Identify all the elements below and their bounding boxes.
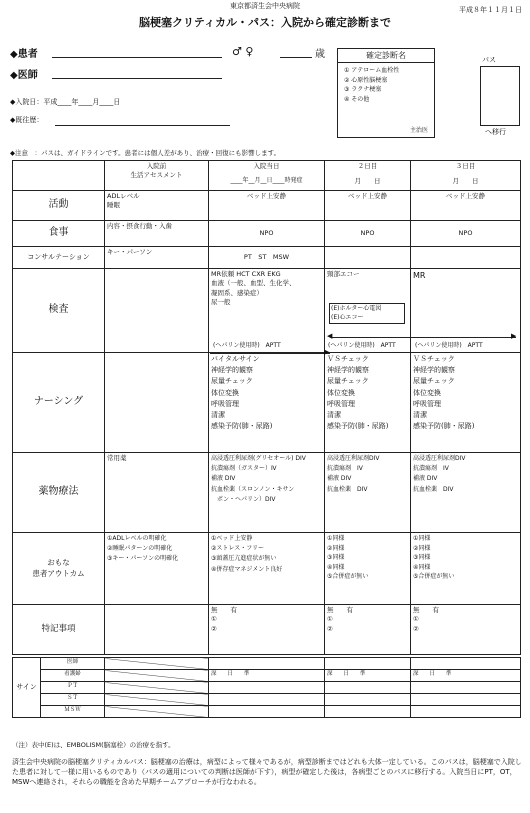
col-header-day2: ２日目 bbox=[357, 162, 378, 170]
embolism-exam-box: (E)ホルター心電図 (E)心エコー bbox=[329, 303, 405, 324]
outcome-pre: ①ADLレベルの明確化 ②睡眠パターンの明確化 ③キー・パーソンの明確化 bbox=[105, 533, 209, 605]
nurse-shift-sign-day1[interactable]: 深 日 準 bbox=[209, 670, 325, 682]
arrow-line bbox=[332, 337, 516, 338]
sign-field[interactable] bbox=[411, 694, 521, 706]
description-paragraph: 済生会中央病院の脳梗塞クリティカルパス：脳梗塞の治療は，病型によって様々であるが，病型診断まではどれも大体一定している。このパスは，脳梗塞で入院した患者に対して一様に用いるものであり（パスの適用についての判断は医師が下す），病型が確定した後は，各病型ごとのパスに移行する。入院当日にPT，OT，MSWへ連絡され，それらの職能を含めた早期チームアプローチが行なわれる。 bbox=[12, 758, 522, 787]
pass-label: パス bbox=[482, 56, 496, 64]
sign-field[interactable] bbox=[209, 682, 325, 694]
activity-day1: ベッド上安静 bbox=[209, 191, 325, 221]
sign-role-msw: ＭＳＷ bbox=[41, 706, 105, 718]
doctor-name-field[interactable] bbox=[52, 78, 222, 79]
arrow-line bbox=[210, 353, 330, 354]
guideline-note: ◆注意 ：パスは、ガイドラインです。患者には個人差があり、治療・回復にも影響します。 bbox=[10, 149, 281, 157]
doctor-label: ◆医師 bbox=[10, 70, 38, 81]
page-title: 脳梗塞クリティカル・パス：入院から確定診断まで bbox=[139, 16, 391, 29]
drug-day3: 高浸透圧利尿剤DIV 抗潰瘍剤 IV 補液 DIV 抗血栓薬 DIV bbox=[411, 453, 521, 533]
row-label-nursing: ナーシング bbox=[13, 353, 105, 453]
drug-pre: 常用薬 bbox=[105, 453, 209, 533]
special-note-2[interactable]: ② bbox=[327, 624, 333, 633]
medical-history-field[interactable] bbox=[55, 125, 230, 126]
consultation-pre: キー・パーソン bbox=[105, 247, 209, 269]
sign-role-nurse: 看護婦 bbox=[41, 670, 105, 682]
meal-day3: NPO bbox=[411, 221, 521, 247]
outcome-day3: ①同様 ②同様 ③同様 ④同様 ⑤合併症が無い bbox=[411, 533, 521, 605]
age-suffix: 歳 bbox=[315, 49, 325, 60]
sign-role-pt: ＰＴ bbox=[41, 682, 105, 694]
row-label-meal: 食事 bbox=[13, 221, 105, 247]
diagnosis-option[interactable]: ③ ラクナ梗塞 bbox=[344, 86, 382, 94]
col-header-pre-admission: 入院前 生活アセスメント bbox=[105, 161, 209, 191]
meal-day1: NPO bbox=[209, 221, 325, 247]
sign-field[interactable] bbox=[325, 682, 411, 694]
sign-role-st: ＳＴ bbox=[41, 694, 105, 706]
heparin-aptt-day1: (ヘパリン使用時) APTT bbox=[213, 341, 281, 349]
diagnosis-title: 確定診断名 bbox=[338, 49, 434, 63]
activity-pre: ADLレベル 睡眠 bbox=[105, 191, 209, 221]
row-label-activity: 活動 bbox=[13, 191, 105, 221]
nurse-shift-sign-day3[interactable]: 深 日 準 bbox=[411, 670, 521, 682]
col-header-day1: 入院当日 bbox=[253, 162, 280, 170]
drug-day2: 高浸透圧利尿剤DIV 抗潰瘍剤 IV 補液 DIV 抗血栓薬 DIV bbox=[325, 453, 411, 533]
nursing-day3: ＶＳチェック 神経学的観察 尿量チェック 体位変換 呼吸管理 清潔 感染予防(肺・尿路) bbox=[411, 353, 521, 453]
onset-time-field[interactable]: ____年__月__日____時発症 bbox=[230, 177, 303, 185]
activity-day3: ベッド上安静 bbox=[411, 191, 521, 221]
arrow-right-icon: ▶ bbox=[511, 332, 517, 340]
heparin-aptt-day2: (ヘパリン使用時) APTT bbox=[328, 341, 396, 349]
day2-date-field[interactable]: 月 日 bbox=[354, 177, 381, 186]
pass-field[interactable] bbox=[480, 66, 520, 126]
sign-field[interactable] bbox=[411, 706, 521, 718]
sign-field[interactable] bbox=[411, 682, 521, 694]
footnote: （注）表中(E)は、EMBOLISM(脳塞栓）の治療を指す。 bbox=[12, 741, 175, 749]
outcome-day2: ①同様 ②同様 ③同様 ④同様 ⑤合併症が無い bbox=[325, 533, 411, 605]
exam-day3: MR bbox=[413, 271, 426, 280]
admission-date[interactable]: ◆入院日：平成____年____月____日 bbox=[10, 98, 121, 106]
special-yes-no-day1[interactable]: 無 有 bbox=[211, 606, 237, 614]
arrow-left-icon: ◀ bbox=[327, 332, 333, 340]
special-note-2[interactable]: ② bbox=[211, 624, 217, 633]
sign-field[interactable] bbox=[209, 658, 325, 670]
meal-day2: NPO bbox=[325, 221, 411, 247]
outcome-day1: ①ベッド上安静 ②ストレス・フリー ③頭蓋圧亢進症状が無い ④併存症マネジメント良好 bbox=[209, 533, 325, 605]
sign-field[interactable] bbox=[411, 658, 521, 670]
diagnosis-option[interactable]: ② 心原性脳梗塞 bbox=[344, 76, 388, 84]
day3-date-field[interactable]: 月 日 bbox=[452, 177, 479, 186]
row-label-special: 特記事項 bbox=[13, 605, 105, 655]
special-note-1[interactable]: ① bbox=[327, 615, 333, 624]
sign-field[interactable] bbox=[325, 658, 411, 670]
drug-day1: 高浸透圧利尿剤(グリセオール) DIV 抗潰瘍剤（ガスター）Ⅳ 補液 DIV 抗血栓薬（スロンノン・キサン ボン・ヘパリン）DIV bbox=[209, 453, 325, 533]
col-header-day3: ３日目 bbox=[455, 162, 476, 170]
row-label-outcome: おもな 患者アウトカム bbox=[13, 533, 105, 605]
nurse-shift-sign-day2[interactable]: 深 日 準 bbox=[325, 670, 411, 682]
attending-physician-label: 主治医 bbox=[409, 126, 428, 134]
pass-transition-label: へ移行 bbox=[485, 128, 506, 136]
diagnosis-option[interactable]: ④ その他 bbox=[344, 95, 370, 103]
sign-field[interactable] bbox=[325, 706, 411, 718]
special-note-2[interactable]: ② bbox=[413, 624, 419, 633]
sign-table bbox=[12, 657, 521, 718]
exam-day2: 頸部エコー bbox=[327, 270, 360, 278]
medical-history-label: ◆既往歴： bbox=[10, 116, 44, 124]
meal-pre: 内容・摂食行動・入歯 bbox=[105, 221, 209, 247]
diagnosis-box bbox=[337, 48, 435, 138]
consultation-day1: PT ST MSW bbox=[209, 247, 325, 269]
arrow-right-icon: ▶ bbox=[324, 348, 330, 356]
diagnosis-option[interactable]: ① アテローム血栓性 bbox=[344, 67, 400, 74]
row-label-drug-therapy: 薬物療法 bbox=[13, 453, 105, 533]
activity-day2: ベッド上安静 bbox=[325, 191, 411, 221]
nursing-day2: ＶＳチェック 神経学的観察 尿量チェック 体位変換 呼吸管理 清潔 感染予防(肺・尿路) bbox=[325, 353, 411, 453]
corner-cell bbox=[13, 161, 105, 191]
gender-options[interactable]: ♂ ♀ bbox=[232, 45, 254, 58]
special-note-1[interactable]: ① bbox=[413, 615, 419, 624]
special-yes-no-day3[interactable]: 無 有 bbox=[413, 606, 439, 614]
sign-role-doctor: 医師 bbox=[41, 658, 105, 670]
patient-name-field[interactable] bbox=[52, 57, 222, 58]
issue-date: 平成８年１１月１日 bbox=[459, 6, 522, 14]
hospital-name: 東京都済生会中央病院 bbox=[230, 2, 300, 10]
critical-path-table bbox=[12, 160, 521, 655]
row-label-sign: サイン bbox=[13, 658, 41, 718]
age-field[interactable] bbox=[280, 57, 312, 58]
sign-field[interactable] bbox=[209, 706, 325, 718]
sign-field[interactable] bbox=[209, 694, 325, 706]
row-label-consultation: コンサルテーション bbox=[13, 247, 105, 269]
patient-label: ◆患者 bbox=[10, 49, 38, 60]
sign-field[interactable] bbox=[325, 694, 411, 706]
exam-day1: MR依頼 HCT CXR EKG 血液（一般、血型、生化学、 凝固系、感染症） 尿一般 bbox=[211, 270, 296, 307]
special-yes-no-day2[interactable]: 無 有 bbox=[327, 606, 353, 614]
heparin-aptt-day3: (ヘパリン使用時) APTT bbox=[415, 341, 483, 349]
nursing-day1: バイタルサイン 神経学的観察 尿量チェック 体位変換 呼吸管理 清潔 感染予防(肺・尿路) bbox=[209, 353, 325, 453]
row-label-exam: 検査 bbox=[13, 269, 105, 353]
special-note-1[interactable]: ① bbox=[211, 615, 217, 624]
